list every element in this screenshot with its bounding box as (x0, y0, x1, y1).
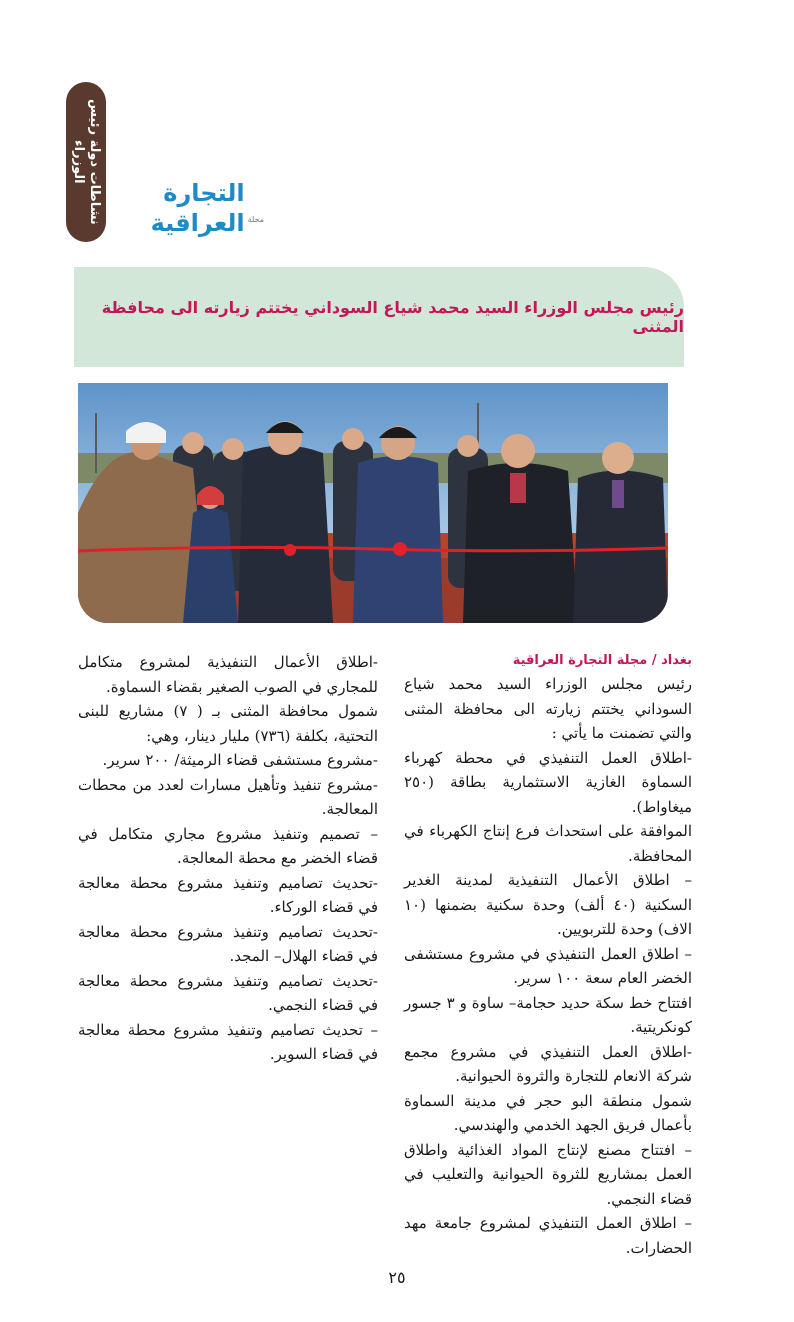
paragraph: -اطلاق العمل التنفيذي في محطة كهرباء السماوة الغازية الاستثمارية بطاقة (٢٥٠ ميغاواط). (404, 748, 692, 816)
paragraph: شمول منطقة البو حجر في مدينة السماوة بأعمال فريق الجهد الخدمي والهندسي. (404, 1091, 692, 1134)
paragraph: -تحديث تصاميم وتنفيذ مشروع محطة معالجة في قضاء الهلال– المجد. (78, 922, 378, 965)
paragraph: – اطلاق العمل التنفيذي في مشروع مستشفى الخضر العام سعة ١٠٠ سرير. (404, 944, 692, 987)
left-column (78, 650, 378, 1067)
paragraph: – افتتاح مصنع لإنتاج المواد الغذائية واطلاق العمل بمشاريع للثروة الحيوانية والتعليب في قضاء النجمي. (404, 1140, 692, 1208)
paragraph: افتتاح خط سكة حديد حجامة– ساوة و ٣ جسور كونكريتية. (404, 993, 692, 1036)
magazine-logo (124, 179, 264, 238)
paragraph: -تحديث تصاميم وتنفيذ مشروع محطة معالجة في قضاء الوركاء. (78, 873, 378, 916)
paragraph: -اطلاق العمل التنفيذي في مشروع مجمع شركة الانعام للتجارة والثروة الحيوانية. (404, 1042, 692, 1085)
headline: رئيس مجلس الوزراء السيد محمد شياع السوداني يختتم زيارته الى محافظة المثنى (101, 298, 684, 336)
paragraph: – تحديث تصاميم وتنفيذ مشروع محطة معالجة في قضاء السوير. (78, 1020, 378, 1063)
page-number: ٢٥ (388, 1268, 406, 1287)
paragraph: – اطلاق الأعمال التنفيذية لمدينة الغدير السكنية (٤٠ ألف) وحدة سكنية بضمنها (١٠ الاف) وحدة للتربويين. (404, 871, 693, 938)
section-tab-label: نشاطات دولة رئيس الوزراء (71, 99, 102, 225)
ribbon-cutting-photo (78, 383, 668, 623)
byline: بغداد / مجلة التجارة العراقية (512, 653, 692, 668)
logo-sub: مجلة (247, 215, 264, 224)
paragraph: شمول محافظة المثنى بـ ( ٧) مشاريع للبنى التحتية، بكلفة (٧٣٦) مليار دينار، وهي: (78, 702, 378, 745)
paragraph: -تحديث تصاميم وتنفيذ مشروع محطة معالجة في قضاء النجمي. (78, 971, 378, 1014)
section-tab (66, 82, 106, 242)
logo-main: التجارة العراقية (150, 179, 245, 237)
paragraph: الموافقة على استحداث فرع إنتاج الكهرباء في المحافظة. (404, 822, 692, 865)
paragraph: -اطلاق الأعمال التنفيذية لمشروع متكامل للمجاري في الصوب الصغير بقضاء السماوة. (78, 653, 378, 696)
right-column (404, 650, 692, 1260)
paragraph: -مشروع مستشفى قضاء الرميثة/ ٢٠٠ سرير. (102, 751, 378, 769)
paragraph: – اطلاق العمل التنفيذي لمشروع جامعة مهد الحضارات. (404, 1214, 692, 1257)
paragraph: رئيس مجلس الوزراء السيد محمد شياع السوداني يختتم زيارته الى محافظة المثنى والتي تضمنت ما يأتي : (404, 675, 692, 742)
headline-band (74, 267, 684, 367)
paragraph: -مشروع تنفيذ وتأهيل مسارات لعدد من محطات المعالجة. (78, 775, 378, 818)
paragraph: – تصميم وتنفيذ مشروع مجاري متكامل في قضاء الخضر مع محطة المعالجة. (78, 824, 378, 867)
